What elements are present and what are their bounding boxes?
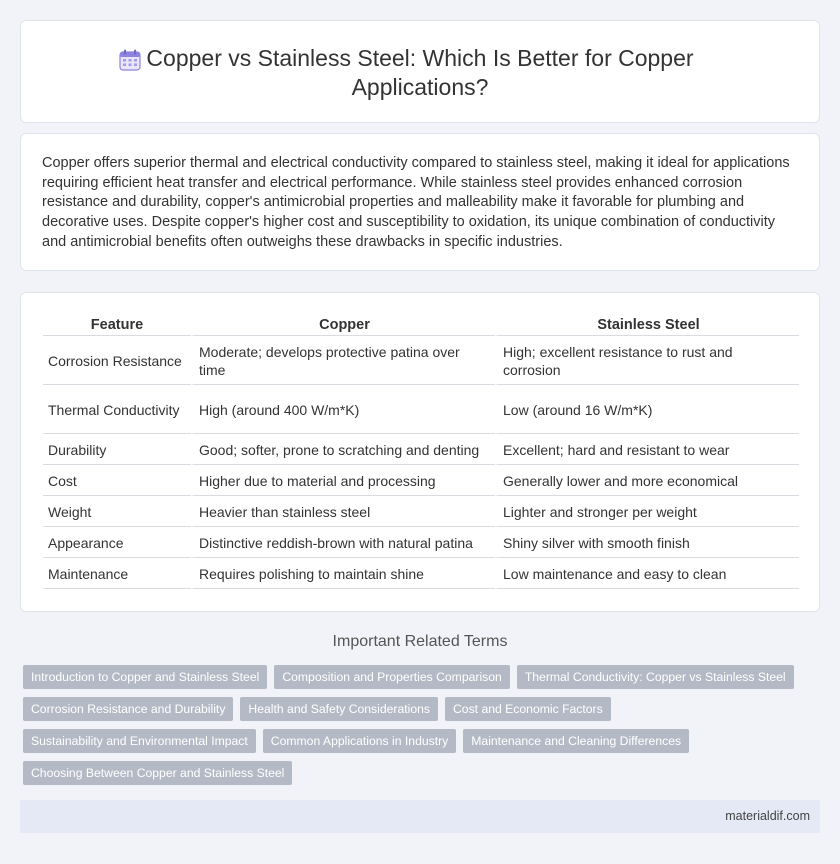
related-term-tag[interactable]: Corrosion Resistance and Durability	[23, 697, 233, 721]
footer-site-link[interactable]: materialdif.com	[725, 809, 810, 823]
feature-cell: Maintenance	[43, 558, 191, 589]
related-term-tag[interactable]: Thermal Conductivity: Copper vs Stainless Steel	[517, 665, 794, 689]
feature-cell: Weight	[43, 496, 191, 527]
table-row	[43, 465, 799, 496]
related-term-tag[interactable]: Health and Safety Considerations	[240, 697, 438, 721]
column-header-feature: Feature	[43, 315, 191, 336]
feature-cell: Durability	[43, 434, 191, 465]
related-term-tag[interactable]: Choosing Between Copper and Stainless Steel	[23, 761, 292, 785]
comparison-table	[43, 315, 799, 589]
tag-row	[23, 761, 813, 785]
stainless-steel-cell: High; excellent resistance to rust and corrosion	[495, 336, 799, 385]
stainless-steel-cell: Shiny silver with smooth finish	[495, 527, 799, 558]
intro-card	[20, 133, 820, 271]
related-terms-tags	[23, 665, 813, 793]
table-row	[43, 336, 799, 385]
feature-cell: Thermal Conductivity	[43, 385, 191, 434]
feature-cell: Appearance	[43, 527, 191, 558]
table-row	[43, 496, 799, 527]
title-card	[20, 20, 820, 123]
table-row	[43, 385, 799, 434]
related-terms-title: Important Related Terms	[332, 633, 508, 650]
tag-row	[23, 729, 813, 753]
tag-row	[23, 697, 813, 721]
copper-cell: Good; softer, prone to scratching and denting	[191, 434, 495, 465]
related-term-tag[interactable]: Cost and Economic Factors	[445, 697, 611, 721]
page-title: Copper vs Stainless Steel: Which Is Better for Copper Applications?	[146, 45, 694, 100]
copper-cell: Higher due to material and processing	[191, 465, 495, 496]
related-term-tag[interactable]: Maintenance and Cleaning Differences	[463, 729, 689, 753]
column-header-stainless-steel: Stainless Steel	[495, 315, 799, 336]
comparison-table-card	[20, 292, 820, 612]
feature-cell: Corrosion Resistance	[43, 336, 191, 385]
intro-paragraph: Copper offers superior thermal and electrical conductivity compared to stainless steel, making it ideal for applications requiring efficient heat transfer and electrical performance. While stainless steel provides enhanced corrosion resistance and durability, copper's antimicrobial properties and malleability make it favorable for plumbing and decorative uses. Despite copper's higher cost and susceptibility to oxidation, its unique combination of conductivity and antimicrobial benefits often outweighs these drawbacks in specific industries.	[42, 155, 790, 250]
table-row	[43, 558, 799, 589]
stainless-steel-cell: Low maintenance and easy to clean	[495, 558, 799, 589]
stainless-steel-cell: Excellent; hard and resistant to wear	[495, 434, 799, 465]
stainless-steel-cell: Low (around 16 W/m*K)	[495, 385, 799, 434]
feature-cell: Cost	[43, 465, 191, 496]
related-term-tag[interactable]: Introduction to Copper and Stainless Steel	[23, 665, 267, 689]
copper-cell: Heavier than stainless steel	[191, 496, 495, 527]
stainless-steel-cell: Generally lower and more economical	[495, 465, 799, 496]
table-row	[43, 434, 799, 465]
copper-cell: High (around 400 W/m*K)	[191, 385, 495, 434]
footer	[20, 800, 820, 833]
related-term-tag[interactable]: Sustainability and Environmental Impact	[23, 729, 256, 753]
table-row	[43, 527, 799, 558]
copper-cell: Distinctive reddish-brown with natural patina	[191, 527, 495, 558]
column-header-copper: Copper	[191, 315, 495, 336]
copper-cell: Requires polishing to maintain shine	[191, 558, 495, 589]
stainless-steel-cell: Lighter and stronger per weight	[495, 496, 799, 527]
related-term-tag[interactable]: Common Applications in Industry	[263, 729, 456, 753]
table-header-row	[43, 315, 799, 336]
related-term-tag[interactable]: Composition and Properties Comparison	[274, 665, 509, 689]
tag-row	[23, 665, 813, 689]
copper-cell: Moderate; develops protective patina over time	[191, 336, 495, 385]
